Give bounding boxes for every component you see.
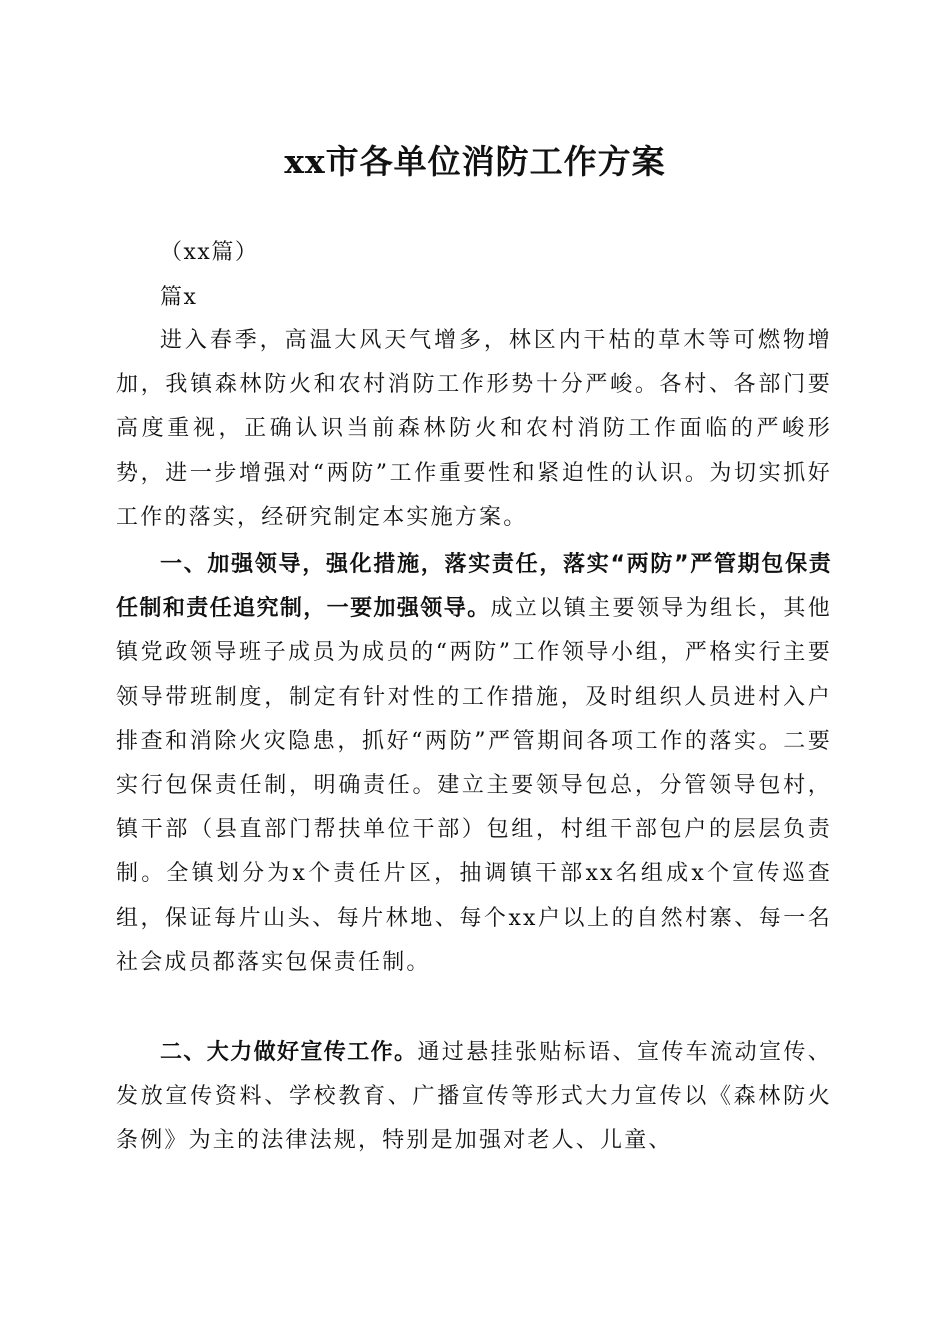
section-1-heading: 一、加强领导，强化措施，落实责任，落实“两防”严管期包保责任制和责任追究制，一要加强领导。 (116, 552, 832, 622)
section-label: 篇x (160, 285, 198, 310)
section-1-body: 成立以镇主要领导为组长，其他镇党政领导班子成员为成员的“两防”工作领导小组，严格实行主要领导带班制度，制定有针对性的工作措施，及时组织人员进村入户排查和消除火灾隐患，抓好“两防”严管期间各项工作的落实。二要实行包保责任制，明确责任。建立主要领导包总，分管领导包村，镇干部（县直部门帮扶单位干部）包组，村组干部包户的层层负责制。全镇划分为x个责任片区，抽调镇干部xx名组成x个宣传巡查组，保证每片山头、每片林地、每个xx户以上的自然村寨、每一名社会成员都落实包保责任制。 (116, 596, 832, 975)
section-2-paragraph (116, 1031, 832, 1164)
document-subtitle: （xx篇） (160, 240, 259, 265)
section-1-paragraph (116, 543, 832, 985)
section-2-heading: 二、大力做好宣传工作。 (160, 1040, 418, 1065)
document-title: xx市各单位消防工作方案 (284, 142, 666, 181)
section-2-body: 通过悬挂张贴标语、宣传车流动宣传、发放宣传资料、学校教育、广播宣传等形式大力宣传以《森林防火条例》为主的法律法规，特别是加强对老人、儿童、 (116, 1040, 833, 1154)
intro-paragraph: 进入春季，高温大风天气增多，林区内干枯的草木等可燃物增加，我镇森林防火和农村消防工作形势十分严峻。各村、各部门要高度重视，正确认识当前森林防火和农村消防工作面临的严峻形势，进一步增强对“两防”工作重要性和紧迫性的认识。为切实抓好工作的落实，经研究制定本实施方案。 (116, 328, 832, 530)
